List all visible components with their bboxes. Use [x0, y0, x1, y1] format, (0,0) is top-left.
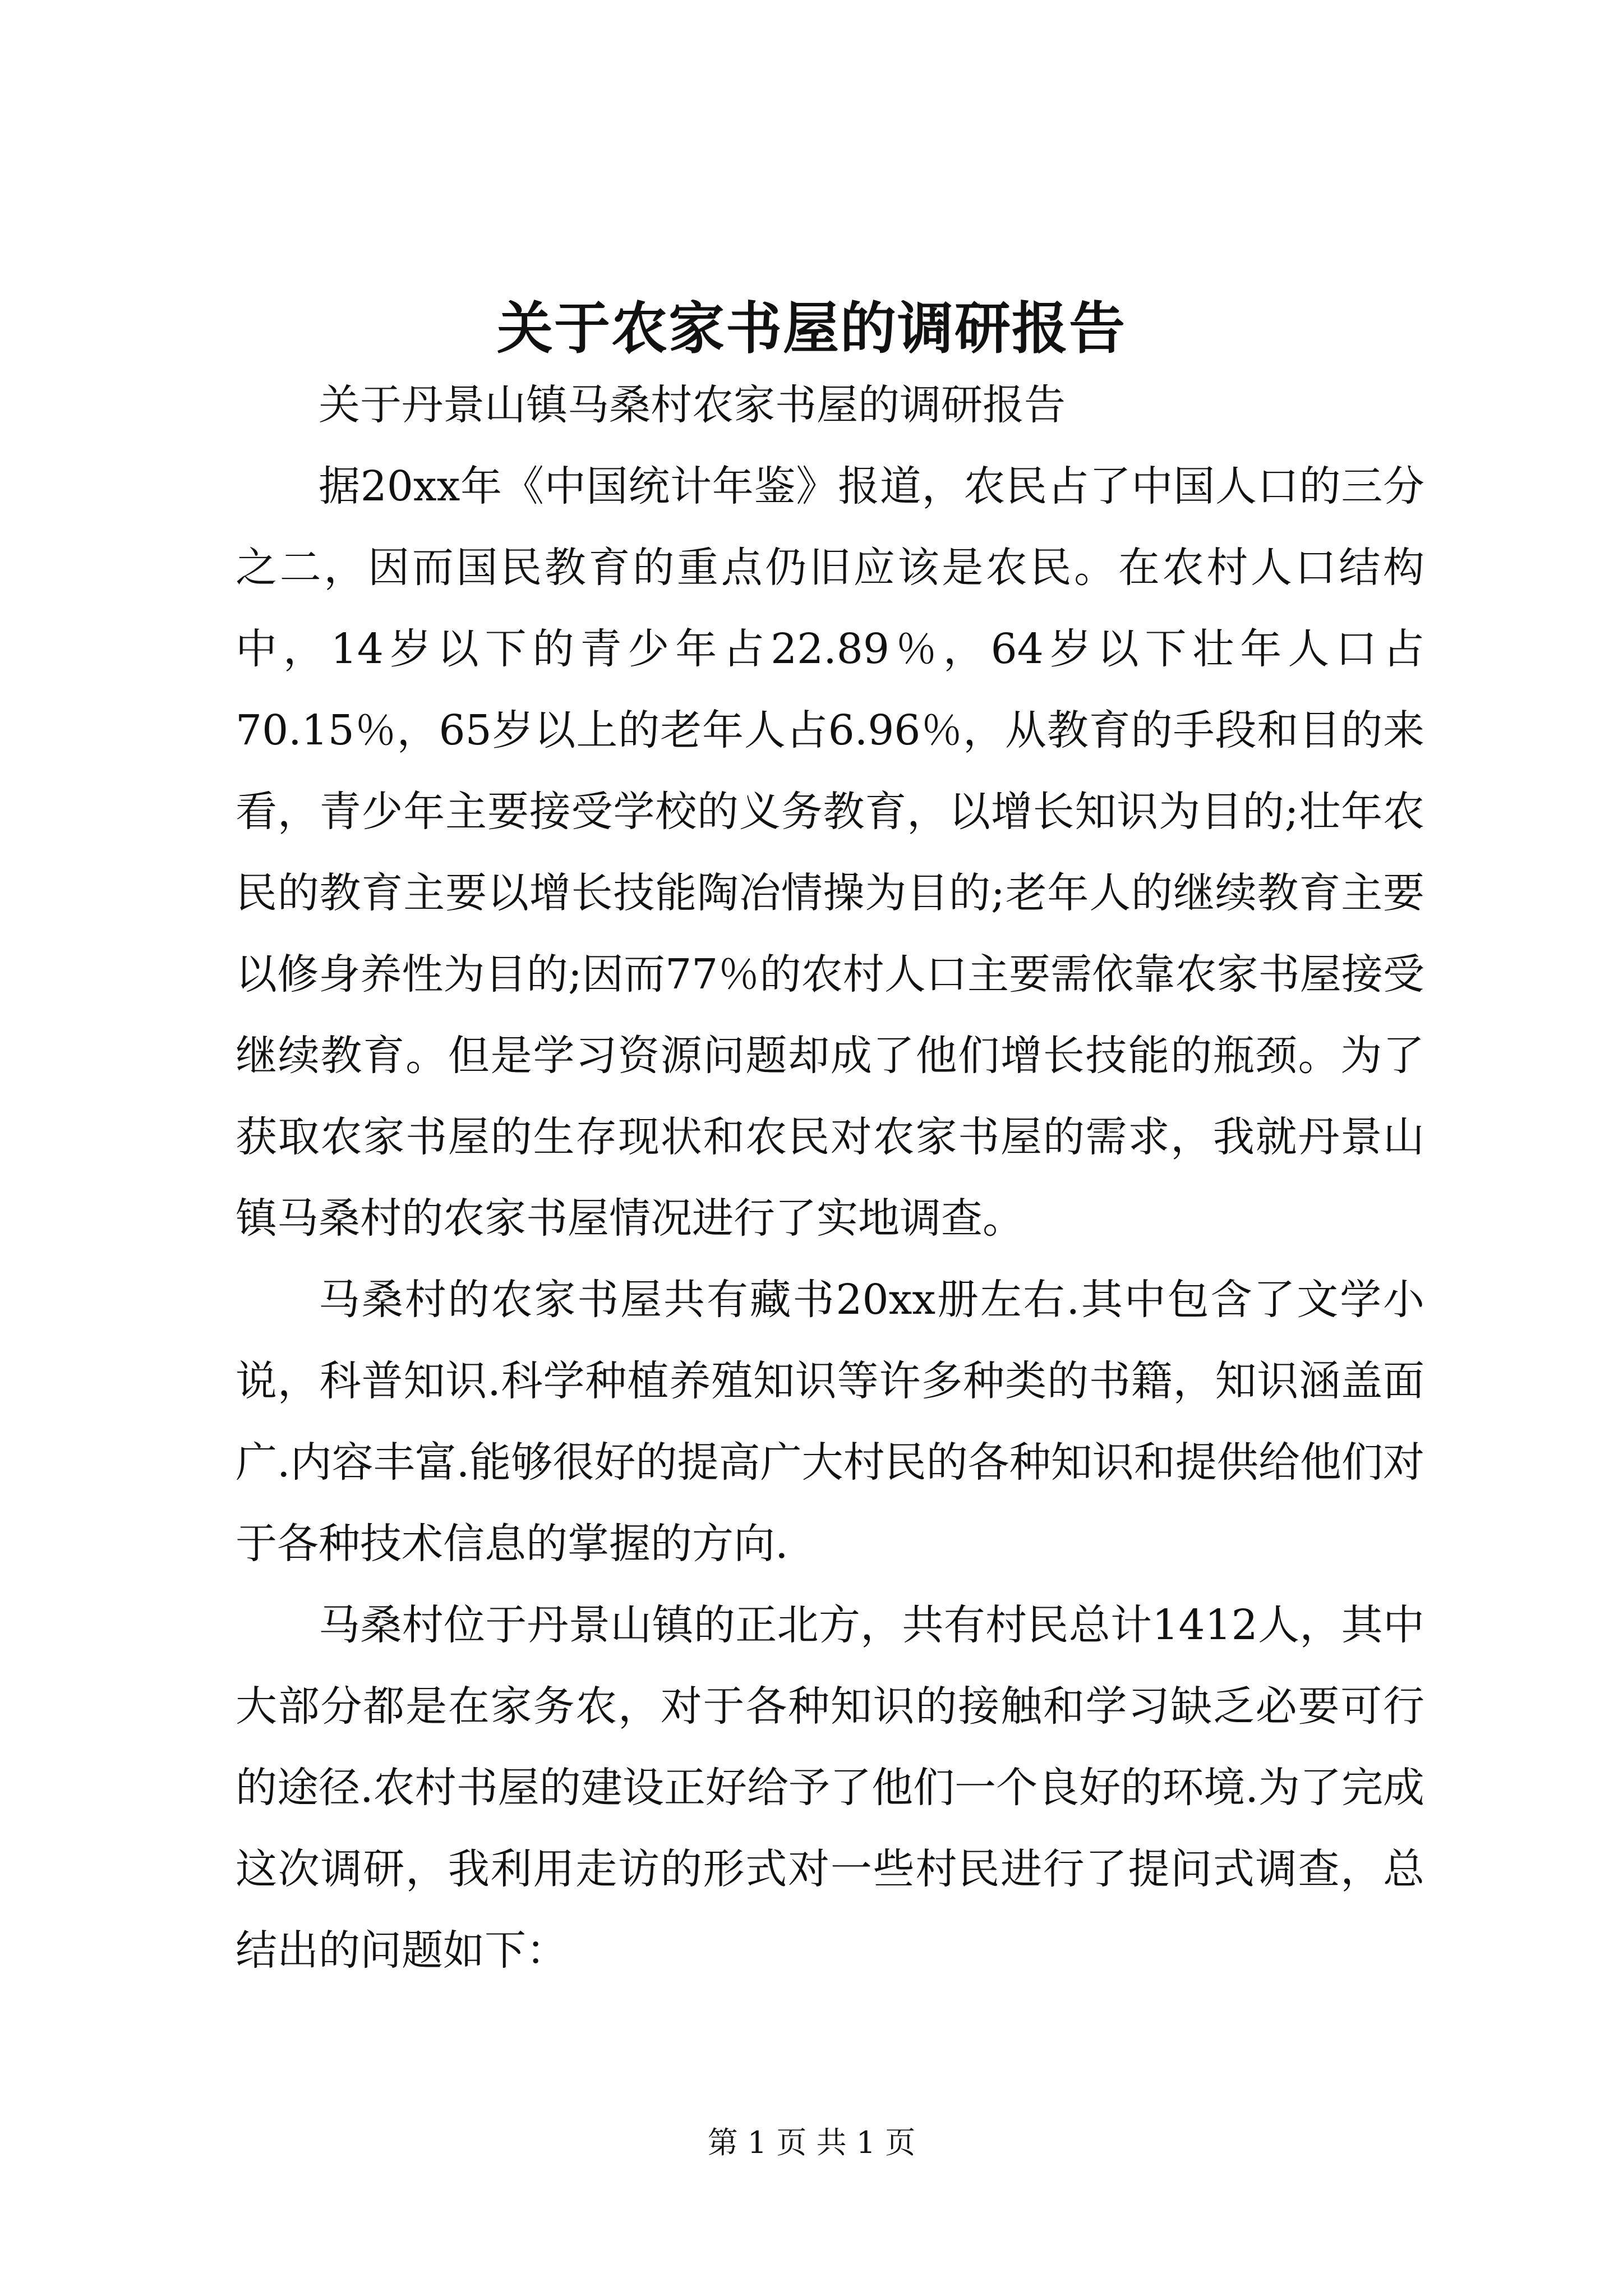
page-footer: 第 1 页 共 1 页: [707, 2125, 916, 2160]
document-title: 关于农家书屋的调研报告: [497, 295, 1126, 361]
body-paragraph: 马桑村位于丹景山镇的正北方，共有村民总计1412人，其中大部分都是在家务农，对于各种知识的接触和学习缺乏必要可行的途径.农村书屋的建设正好给予了他们一个良好的环境.为了完成这次调研，我利用走访的形式对一些村民进行了提问式调查，总结出的问题如下：: [236, 1601, 1424, 1975]
document-body: [236, 365, 1424, 1991]
body-paragraph: 据20xx年《中国统计年鉴》报道，农民占了中国人口的三分之二，因而国民教育的重点仍旧应该是农民。在农村人口结构中，14岁以下的青少年占22.89％，64岁以下壮年人口占70.15％，65岁以上的老年人占6.96％，从教育的手段和目的来看，青少年主要接受学校的义务教育，以增长知识为目的;壮年农民的教育主要以增长技能陶冶情操为目的;老年人的继续教育主要以修身养性为目的;因而77％的农村人口主要需依靠农家书屋接受继续教育。但是学习资源问题却成了他们增长技能的瓶颈。为了获取农家书屋的生存现状和农民对农家书屋的需求，我就丹景山镇马桑村的农家书屋情况进行了实地调查。: [236, 462, 1424, 1243]
subtitle-paragraph: 关于丹景山镇马桑村农家书屋的调研报告: [319, 381, 1066, 429]
body-paragraph: 马桑村的农家书屋共有藏书20xx册左右.其中包含了文学小说，科普知识.科学种植养殖知识等许多种类的书籍，知识涵盖面广.内容丰富.能够很好的提高广大村民的各种知识和提供给他们对于各种技术信息的掌握的方向.: [236, 1276, 1424, 1568]
